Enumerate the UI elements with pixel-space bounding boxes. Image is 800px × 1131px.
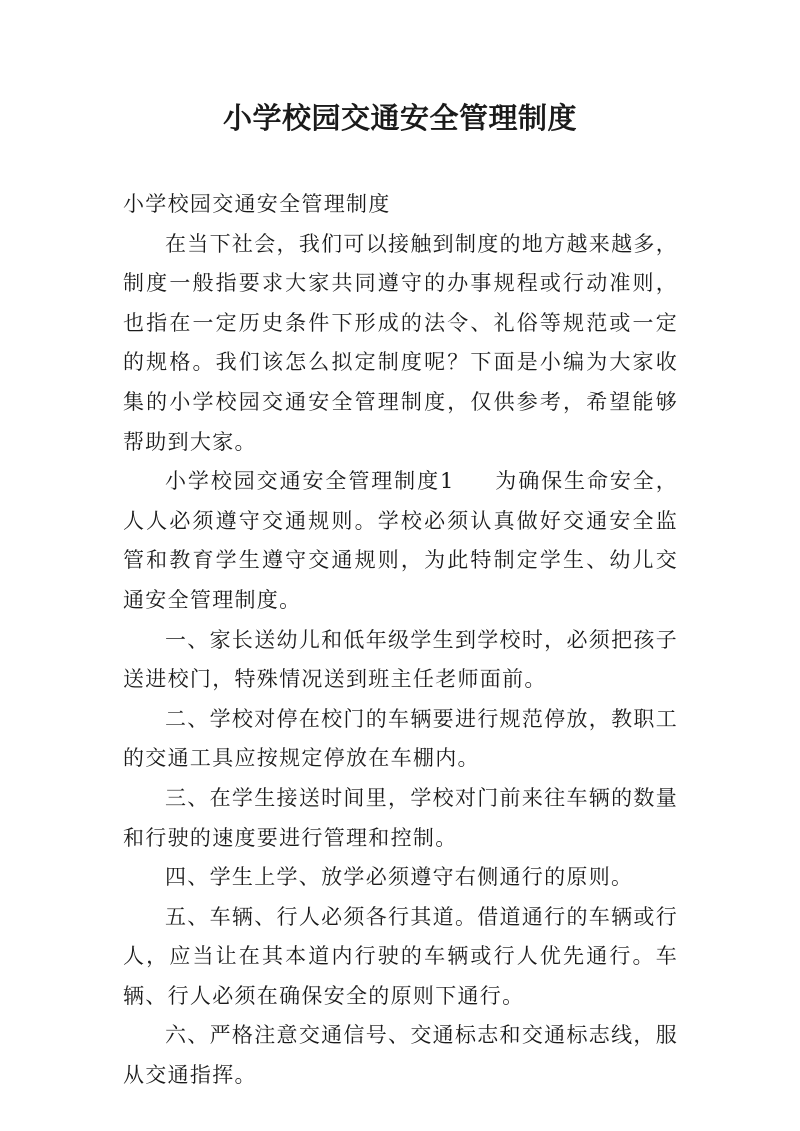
document-body: [123, 185, 678, 1096]
section-1-text: 为确保生命安全，人人必须遵守交通规则。学校必须认真做好交通安全监管和教育学生遵守交通规则，为此特制定学生、幼儿交通安全管理制度。: [123, 469, 679, 612]
rule-item-4: 四、学生上学、放学必须遵守右侧通行的原则。: [165, 865, 634, 890]
rule-item-1: 一、家长送幼儿和低年级学生到学校时，必须把孩子送进校门，特殊情况送到班主任老师面前。: [123, 627, 678, 692]
document-subtitle: 小学校园交通安全管理制度: [123, 192, 391, 216]
rule-item-5: 五、车辆、行人必须各行其道。借道通行的车辆或行人，应当让在其本道内行驶的车辆或行人优先通行。车辆、行人必须在确保安全的原则下通行。: [123, 904, 678, 1008]
document-title: 小学校园交通安全管理制度: [222, 101, 577, 135]
section-1-paragraph: [123, 462, 678, 620]
rule-item-2: 二、学校对停在校门的车辆要进行规范停放，教职工的交通工具应按规定停放在车棚内。: [123, 706, 678, 771]
section-1-heading: 小学校园交通安全管理制度1: [165, 469, 455, 494]
rule-item-3: 三、在学生接送时间里，学校对门前来往车辆的数量和行驶的速度要进行管理和控制。: [123, 785, 678, 850]
rule-item-6: 六、严格注意交通信号、交通标志和交通标志线，服从交通指挥。: [123, 1023, 678, 1088]
intro-paragraph: 在当下社会，我们可以接触到制度的地方越来越多，制度一般指要求大家共同遵守的办事规程或行动准则，也指在一定历史条件下形成的法令、礼俗等规范或一定的规格。我们该怎么拟定制度呢？下面是小编为大家收集的小学校园交通安全管理制度，仅供参考，希望能够帮助到大家。: [123, 231, 678, 454]
